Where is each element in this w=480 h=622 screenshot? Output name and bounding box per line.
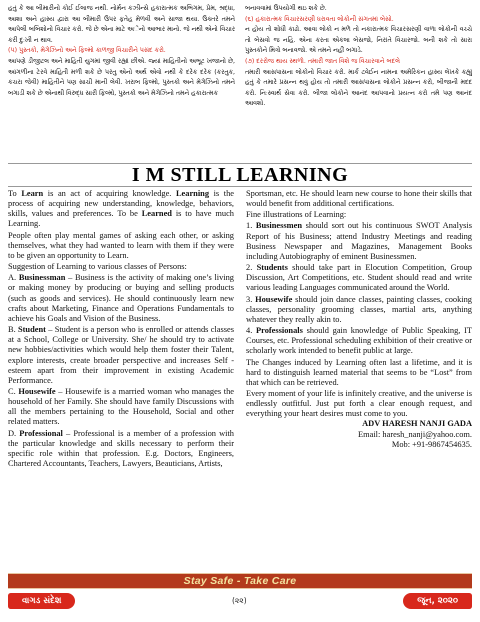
bold-term: Student — [17, 325, 46, 335]
gujarati-column-right — [245, 4, 472, 162]
article-column-left — [8, 188, 234, 570]
bold-term: Housewife — [18, 386, 56, 396]
title-rule-bottom — [8, 186, 472, 187]
author-mobile: Mob: +91-9867454635. — [391, 439, 472, 449]
text-run: D. — [8, 428, 20, 438]
issue-date-badge: જૂન, ૨૦૨૦ — [403, 593, 472, 609]
text-run: C. — [8, 386, 19, 396]
author-signature — [246, 419, 472, 449]
author-name: ADV HARESH NANJI GADA — [362, 419, 472, 429]
text-run: – Business is the activity of making one’s living or making money by producing or buying and selling products (such as goods and services). He should continuously learn new crafts about Marketing, Finance and Operations Fundamentals to achieve his Goals and Vision of the Business. — [8, 273, 234, 323]
left_column-paragraph-4 — [8, 325, 234, 386]
text-run: The Changes induced by Learning often last a lifetime, and it is hard to distinguish learned material that seems to be “Lost” from that which can be retrieved. — [246, 357, 472, 387]
bold-term: Businessmen — [255, 221, 302, 231]
right_column-paragraph-3 — [246, 263, 472, 293]
text-run: 3. — [246, 294, 256, 304]
text-run: People often play mental games of asking each other, or asking themselves, what they had wanted to learn with them if they were to be given an opportunity to Learn. — [8, 230, 234, 260]
right_column-paragraph-0 — [246, 189, 472, 209]
text-run: – Professional is a member of a profession with the particular knowledge and skills necessary to perform their specific role within that profession. E.g. Doctors, Engineers, Chartered Accountants, Teachers, Lawyers, Beauticians, Artists, — [8, 428, 234, 469]
text-run: 4. — [246, 326, 257, 336]
page-number: (૨૨) — [231, 596, 247, 605]
text-run: is the process of acquiring new understanding, knowledge, behaviors, skills, values and preferences. To be — [8, 189, 234, 219]
left_column-paragraph-6 — [8, 429, 234, 470]
gujarati-article-continuation — [8, 4, 472, 162]
text-run: – Housewife is a married woman who manages the household of her Family. She should have family Discussions with all the members pertaining to the Household, Social and other related matters. — [8, 386, 234, 427]
bold-term: Learning — [175, 189, 210, 198]
text-run: is an act of acquiring knowledge. — [43, 189, 176, 198]
top_right-paragraph-0: બનાવવામાં ઉપયોગી થઇ શકે છે. — [245, 5, 327, 12]
left_column-paragraph-0 — [8, 189, 234, 230]
text-run: Sportsman, etc. He should learn new course to hone their skills that would benefit from additional certifications. — [246, 189, 472, 209]
text-run: is to have much Learning. — [8, 209, 234, 229]
text-run: A. — [8, 273, 19, 283]
bold-term: Professionals — [256, 326, 303, 336]
top_right-paragraph-3: (૭) દરરોજ થાય સ્થળો. તમારી જાત વિશે જ વિચારવાને બદલે — [245, 57, 400, 65]
right_column-paragraph-7 — [246, 389, 472, 419]
top_left-paragraph-0: હતું કે આ બીમારીનો કોઈ ઈલાજ નથી. નોર્મન કઝીન્સે હકારાત્મક અભિગમ, પ્રેમ, શ્રદ્ધા, આશા અને હાસ્ય દ્વારા આ બીમારી ઉપર ફતેહ મેળવી અને સાજા થયા. ઉક્તરે તમને આપેલી બબિશોનો વિચાર કરો. જે છે એના માટે અેનો આભાર માનો. જે નથી એનો વિચાર કરી દુઃખી ન થાવ. — [8, 5, 235, 44]
text-run: To — [8, 189, 22, 198]
text-run: Fine illustrations of Learning: — [246, 210, 347, 220]
bold-term: Housewife — [255, 294, 293, 304]
right_column-paragraph-5 — [246, 326, 472, 356]
stay-safe-banner: Stay Safe - Take Care — [8, 573, 472, 589]
gujarati-column-left — [8, 4, 235, 162]
right_column-paragraph-1 — [246, 210, 472, 220]
text-run: should sort out his continuous SWOT Analysis Report of his Business; attend Industry Meetings and reading Business Newspaper and Magazines, Management Books including Autobiography of eminent Businessmen. — [246, 221, 472, 261]
text-run: B. — [8, 325, 18, 335]
text-run: should take part in Elocution Competition, Group Discussion, Art Competitions, etc. Student should read and write various leading Languages communicated around the World. — [246, 263, 472, 293]
text-run: Suggestion of Learning to various classes of Persons: — [8, 262, 187, 272]
text-run: should gain knowledge of Public Speaking, IT Courses, etc. Professional scheduling exhibition of their creative or scholarly work intended to benefit public at large. — [246, 326, 472, 356]
right_column-paragraph-6 — [246, 358, 472, 388]
magazine-name-badge: વાગડ સંદેશ — [8, 593, 75, 609]
bold-term: Businessman — [18, 273, 66, 283]
top_left-paragraph-1: (૫) પુસ્તકો, મેગેઝિનો અને ફિલ્મો કાળજી વિચારીને પસંદ કરો. — [8, 47, 166, 55]
article-column-right — [246, 188, 472, 570]
right_column-paragraph-4 — [246, 295, 472, 325]
text-run: 1. — [246, 221, 256, 231]
left_column-paragraph-2 — [8, 262, 234, 272]
bold-term: Professional — [19, 428, 63, 438]
bold-term: Learn — [21, 189, 44, 198]
left_column-paragraph-5 — [8, 387, 234, 428]
bold-term: Learned — [141, 209, 172, 219]
top_right-paragraph-1: (૬) હકારાત્મક વિચારસરણી ધરાવતા લોકોની સંગતમાં બેસો. — [245, 15, 394, 23]
text-run: 2. — [246, 263, 257, 273]
english-article-body — [8, 188, 472, 570]
text-run: should join dance classes, painting classes, cooking classes, personality grooming classes, martial arts, anything whatever they really akin to. — [246, 294, 472, 324]
top_left-paragraph-2: આપણે ડીજીટલ અને માહિતી યુગમાં જીવી રહ્યાં છીએ. જ્યાં માહિતીનો અભૂટ ખજાનો છે, આંગળીના ટેરવે માહિતી મળી શકે છે પરંતુ એનો અર્થ એવો નથી કે દરેક દરેક (કરતુક, કચરા જેવી) માહિતીને પણ સાચી માની લેવી. ખરાબ ફિલ્મો, પુસ્તકો અને મેગેઝિનો તમને બગાડી શકે છે એનાથી વિરુદ્ધ સારી ફિલ્મો, પુસ્તકો અને મેગેઝિનો તમને હકારાત્મક — [8, 57, 235, 97]
bold-term: Students — [256, 263, 288, 273]
left_column-paragraph-3 — [8, 273, 234, 324]
left_column-paragraph-1 — [8, 231, 234, 261]
article-title: I M STILL LEARNING — [131, 164, 349, 186]
page-footer — [8, 591, 472, 611]
text-run: – Student is a person who is enrolled or attends classes at a School, College or University. She/ he should try to activate new hobbies/activities which would help them foster their Talent, explore interests, create broader perspective and increases Self - esteem apart from their improvement in existing Academic Performance. — [8, 325, 234, 385]
right_column-paragraph-2 — [246, 221, 472, 262]
author-email: Email: haresh_nanji@yahoo.com. — [358, 429, 472, 439]
text-run: Every moment of your life is infinitely creative, and the universe is endlessly outfitful. Just put forth a clear enough request, and everything your heart desires must come to you. — [246, 388, 472, 419]
top_right-paragraph-2: ન હોય તો શોધી કાઢો. આવા લોકો ન મળે તો નકારાત્મક વિચારસરણી વાળા લોકોની વચ્ચે તો બેસવો જ નહિ. એના કરતા એકલા બેસજો, નિરાંતે વિચારજો. બની શકે તો સારા પુસ્તકોને મિત્રો બનાવજો. એ તમને નહીં બગાડે. — [245, 26, 472, 55]
top_right-paragraph-4: તમારી આસપાસના લોકોનો વિચાર કરો. માર્ક ટ્વેઈન નામના અમેરિકન હાસ્ય લેખકે કહ્યું હતું કે તમારે પ્રસન્ન થવું હોય તો તમારી આસપાસના લોકોને પ્રસન્ન કરો, બીજાની મદદ કરો. નિઃસ્વાર્થ સેવા કરો. બીજા લોકોને આનંદ આપવાનો પ્રયત્ન કરો તમે પણ આનંદ આવશો. — [245, 68, 472, 108]
